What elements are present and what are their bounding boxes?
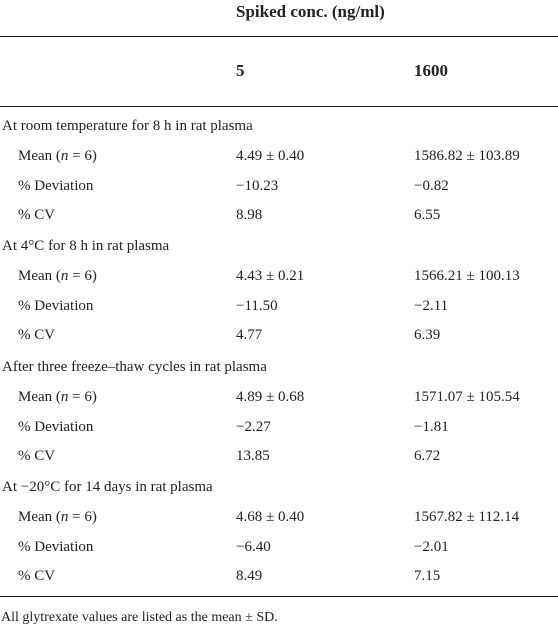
column-header-high: 1600 xyxy=(414,61,448,80)
value-low: −2.27 xyxy=(236,419,271,435)
row-label-deviation: % Deviation xyxy=(18,539,94,555)
value-high: 1566.21 ± 100.13 xyxy=(414,268,520,284)
header-divider xyxy=(0,36,558,37)
value-high: 1586.82 ± 103.89 xyxy=(414,148,520,164)
value-low: 4.68 ± 0.40 xyxy=(236,509,305,525)
value-high: 6.39 xyxy=(414,327,441,343)
section-title: At −20°C for 14 days in rat plasma xyxy=(2,479,213,495)
row-label-deviation: % Deviation xyxy=(18,298,94,314)
header-bottom-rule xyxy=(0,106,558,107)
table-bottom-rule xyxy=(0,596,558,597)
value-low: 13.85 xyxy=(236,448,270,464)
value-low: 4.89 ± 0.68 xyxy=(236,389,305,405)
row-label-deviation: % Deviation xyxy=(18,178,94,194)
row-label-cv: % CV xyxy=(18,207,56,223)
row-label-cv: % CV xyxy=(18,327,56,343)
value-low: 4.77 xyxy=(236,327,263,343)
value-low: 4.43 ± 0.21 xyxy=(236,268,305,284)
section-title: At room temperature for 8 h in rat plasma xyxy=(2,118,253,134)
value-low: −11.50 xyxy=(236,298,278,314)
value-low: 8.49 xyxy=(236,568,263,584)
value-high: −1.81 xyxy=(414,419,449,435)
value-high: 7.15 xyxy=(414,568,441,584)
value-high: 1567.82 ± 112.14 xyxy=(414,509,520,525)
row-label-deviation: % Deviation xyxy=(18,419,94,435)
row-label-mean: Mean (n = 6) xyxy=(18,268,97,284)
section-title: After three freeze–thaw cycles in rat plasma xyxy=(2,359,267,375)
value-high: 6.55 xyxy=(414,207,441,223)
value-low: −6.40 xyxy=(236,539,271,555)
section-title: At 4°C for 8 h in rat plasma xyxy=(2,238,170,254)
row-label-mean: Mean (n = 6) xyxy=(18,389,97,405)
row-label-cv: % CV xyxy=(18,448,56,464)
value-high: −0.82 xyxy=(414,178,449,194)
value-high: 6.72 xyxy=(414,448,441,464)
spiked-concentration-header: Spiked conc. (ng/ml) xyxy=(236,2,385,21)
row-label-cv: % CV xyxy=(18,568,56,584)
value-low: 4.49 ± 0.40 xyxy=(236,148,305,164)
value-high: −2.01 xyxy=(414,539,449,555)
row-label-mean: Mean (n = 6) xyxy=(18,509,97,525)
row-label-mean: Mean (n = 6) xyxy=(18,148,97,164)
column-header-low: 5 xyxy=(236,61,245,80)
value-high: −2.11 xyxy=(414,298,449,314)
table-footnote: All glytrexate values are listed as the mean ± SD. xyxy=(1,610,278,625)
value-high: 1571.07 ± 105.54 xyxy=(414,389,520,405)
value-low: −10.23 xyxy=(236,178,279,194)
value-low: 8.98 xyxy=(236,207,263,223)
